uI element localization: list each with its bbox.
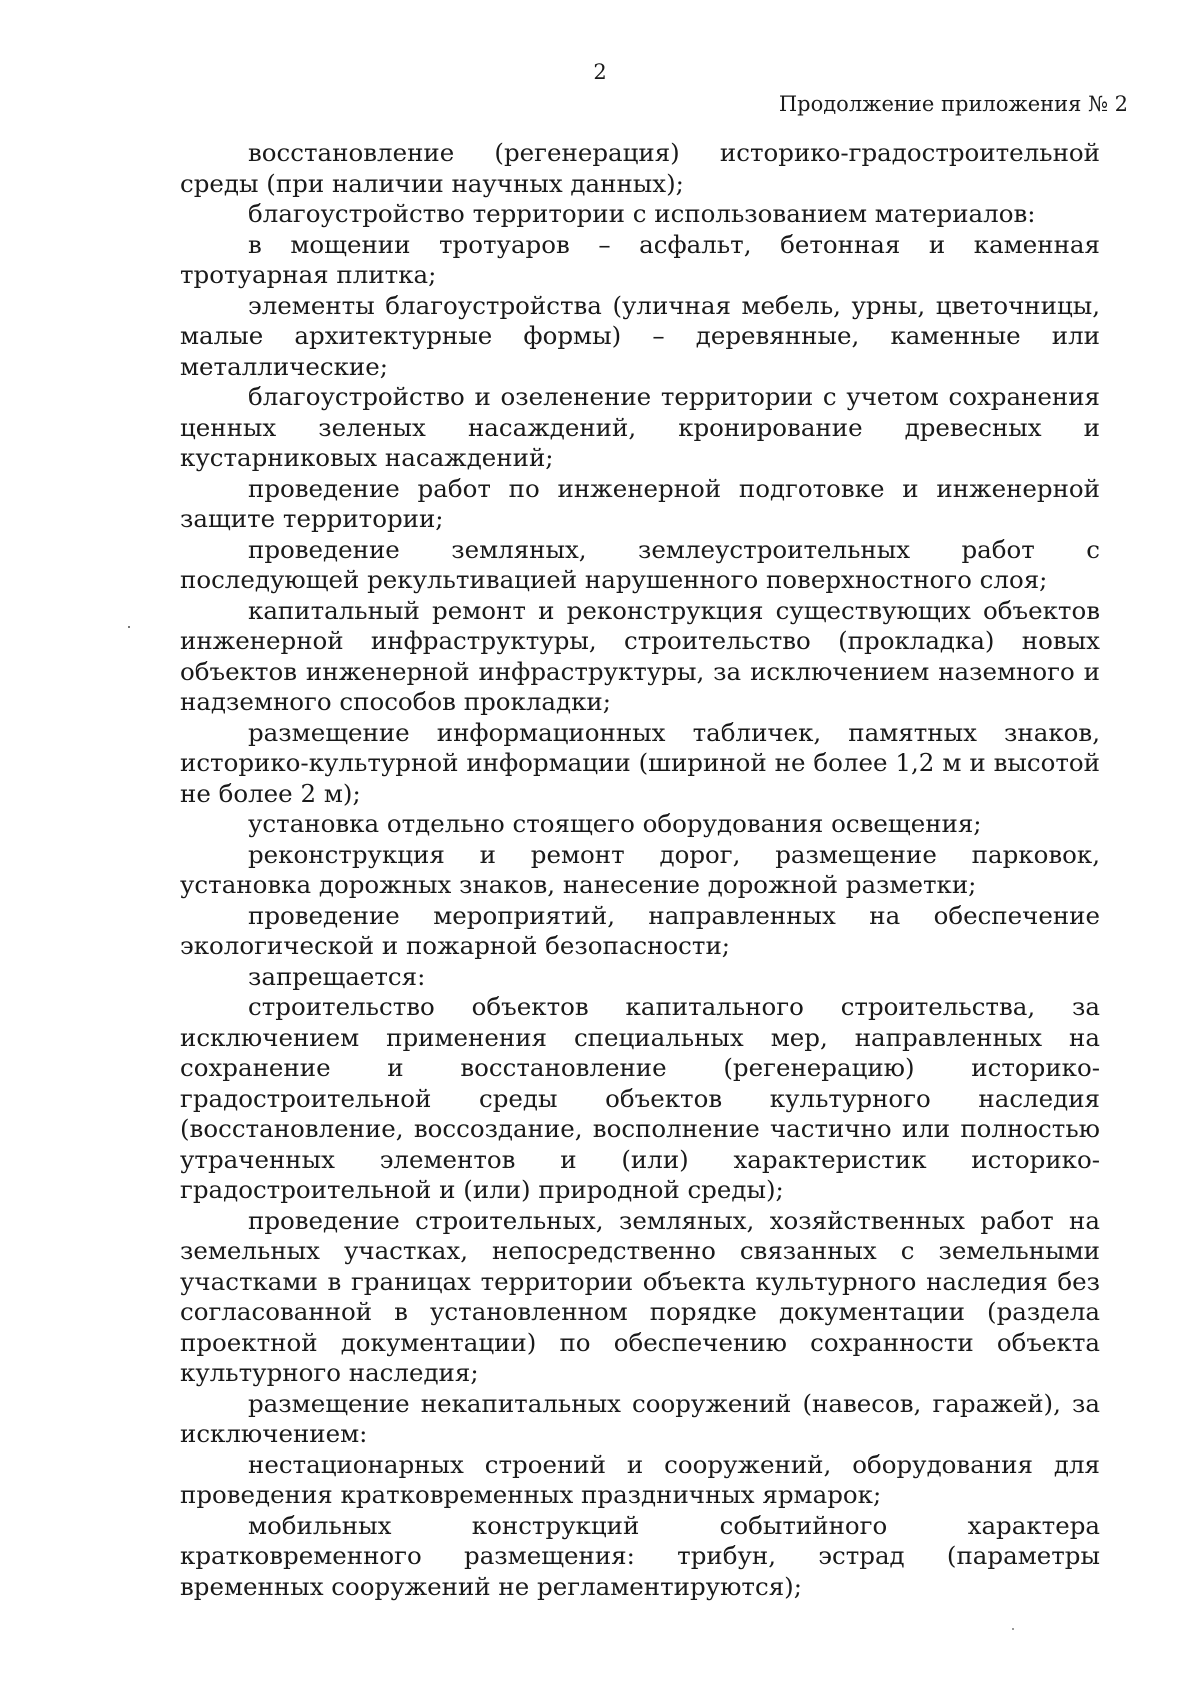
page-number: 2: [593, 60, 607, 84]
paragraph: проведение земляных, землеустроительных работ с последующей рекультивацией нарушенного поверхностного слоя;: [180, 534, 1100, 594]
paragraph: размещение некапитальных сооружений (навесов, гаражей), за исключением:: [180, 1388, 1100, 1448]
paragraph: восстановление (регенерация) историко-градостроительной среды (при наличии научных данных);: [180, 138, 1100, 198]
paragraph: благоустройство территории с использованием материалов:: [248, 199, 1036, 228]
scan-speck: [1012, 1628, 1014, 1630]
paragraph: проведение строительных, земляных, хозяйственных работ на земельных участках, непосредственно связанных с земельными участками в границах территории объекта культурного наследия без согласованной в установленном порядке документации (раздела проектной документации) по обеспечению сохранности объекта культурного наследия;: [180, 1205, 1100, 1387]
appendix-continuation-label: Продолжение приложения № 2: [778, 92, 1128, 116]
paragraph: в мощении тротуаров – асфальт, бетонная и каменная тротуарная плитка;: [180, 229, 1100, 289]
paragraph: элементы благоустройства (уличная мебель, урны, цветочницы, малые архитектурные формы) – деревянные, каменные или металлические;: [180, 290, 1100, 381]
paragraph: мобильных конструкций событийного характера кратковременного размещения: трибун, эстрад (параметры временных сооружений не регламентируются);: [180, 1510, 1100, 1601]
paragraph: благоустройство и озеленение территории с учетом сохранения ценных зеленых насаждений, кронирование древесных и кустарниковых насаждений;: [180, 382, 1100, 472]
paragraph: строительство объектов капитального строительства, за исключением применения специальных мер, направленных на сохранение и восстановление (регенерацию) историко-градостроительной среды объектов культурного наследия (восстановление, воссоздание, восполнение частично или полностью утраченных элементов и (или) характеристик историко-градостроительной и (или) природной среды);: [180, 992, 1100, 1204]
paragraph: проведение работ по инженерной подготовке и инженерной защите территории;: [180, 473, 1100, 533]
document-body: [180, 138, 1100, 1602]
paragraph: размещение информационных табличек, памятных знаков, историко-культурной информации (шириной не более 1,2 м и высотой не более 2 м);: [180, 717, 1100, 808]
paragraph: нестационарных строений и сооружений, оборудования для проведения кратковременных праздничных ярмарок;: [180, 1449, 1100, 1509]
paragraph: запрещается:: [248, 961, 426, 991]
paragraph: реконструкция и ремонт дорог, размещение парковок, установка дорожных знаков, нанесение дорожной разметки;: [180, 839, 1100, 899]
paragraph: проведение мероприятий, направленных на обеспечение экологической и пожарной безопасности;: [180, 900, 1100, 960]
paragraph: капитальный ремонт и реконструкция существующих объектов инженерной инфраструктуры, строительство (прокладка) новых объектов инженерной инфраструктуры, за исключением наземного и надземного способов прокладки;: [180, 595, 1100, 716]
paragraph: установка отдельно стоящего оборудования освещения;: [248, 809, 982, 838]
scan-speck: [128, 626, 130, 628]
